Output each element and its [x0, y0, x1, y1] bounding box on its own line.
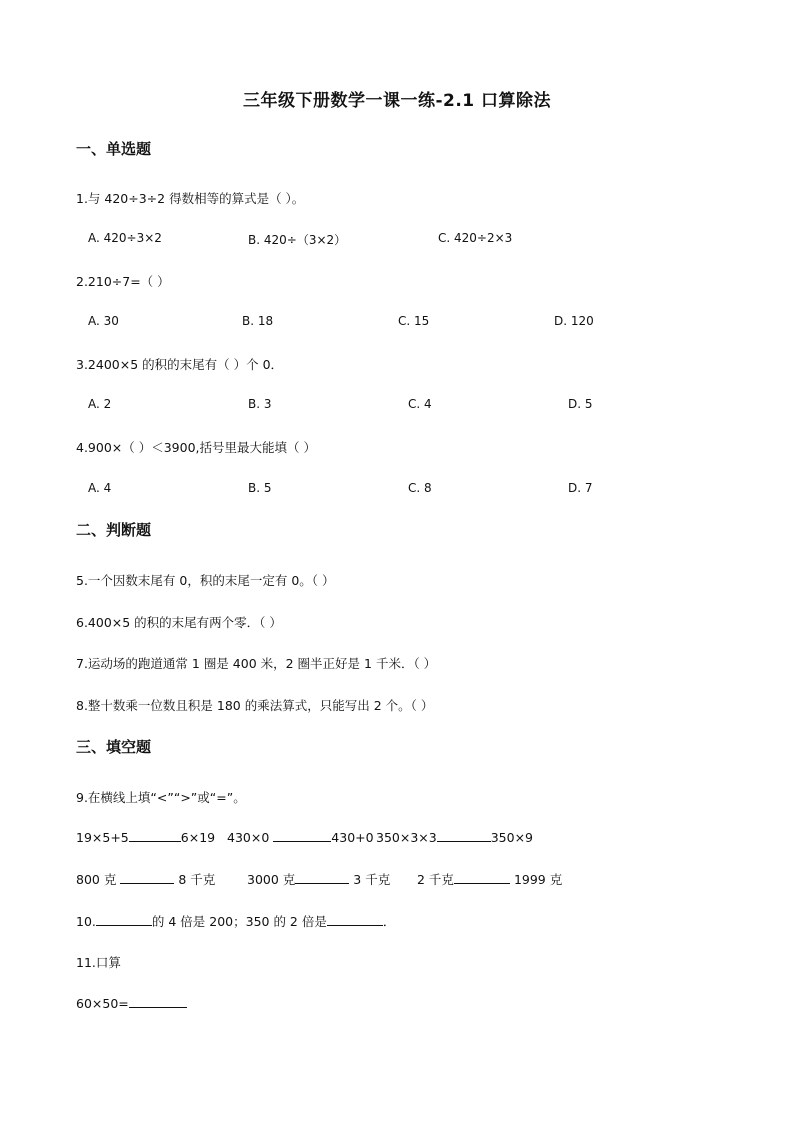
question-10: [76, 912, 395, 930]
page-title: 三年级下册数学一课一练-2.1 口算除法: [242, 91, 552, 111]
q9-row1-item1: [76, 829, 215, 845]
q9-row2-item1: [76, 870, 215, 888]
q10-blank-2[interactable]: [327, 913, 383, 926]
q10-text: 的 4 倍是 200；350 的 2 倍是: [151, 914, 327, 929]
q2-option-a: A. 30: [88, 314, 119, 328]
question-1: 1.与 420÷3÷2 得数相等的算式是（ ）。: [76, 191, 305, 206]
q9-row2-item2-left: 3000 克: [247, 872, 296, 887]
q2-option-d: D. 120: [554, 314, 594, 328]
q9-row2-item3-right: 1999 克: [513, 872, 563, 887]
q9-row1-item1-left: 19×5+5: [76, 830, 129, 845]
q9-row2-item1-right: 8 千克: [178, 872, 216, 887]
question-6: 6.400×5 的积的末尾有两个零．（ ）: [76, 615, 282, 630]
q9-row2-item3-left: 2 千克: [417, 872, 454, 887]
question-9: 9.在横线上填“<”“>”或“=”。: [76, 790, 246, 805]
q11-item-1-expr: 60×50=: [76, 996, 129, 1011]
q9-row2-item1-left: 800 克: [76, 872, 117, 887]
q9-row1-item1-right: 6×19: [180, 830, 216, 845]
q9-row1-item2-right: 430+0: [331, 830, 374, 845]
q9-row2-item3-blank[interactable]: [454, 871, 510, 884]
q11-item-1-blank[interactable]: [129, 995, 187, 1008]
q3-option-d: D. 5: [568, 397, 593, 411]
q9-row1-item3-left: 350×3×3: [376, 830, 437, 845]
q3-option-b: B. 3: [248, 397, 272, 411]
q1-option-b: B. 420÷（3×2）: [248, 233, 347, 247]
question-2: 2.210÷7=（ ）: [76, 274, 170, 289]
q11-item-1: [76, 995, 187, 1011]
q1-option-a: A. 420÷3×2: [88, 231, 162, 245]
q2-option-c: C. 15: [398, 314, 430, 328]
q2-option-b: B. 18: [242, 314, 274, 328]
q9-row1-item3: [376, 829, 533, 845]
q10-blank-1[interactable]: [96, 913, 152, 926]
q3-option-c: C. 4: [408, 397, 432, 411]
q4-option-b: B. 5: [248, 481, 272, 495]
q9-row1-item3-blank[interactable]: [437, 829, 491, 842]
question-7: 7.运动场的跑道通常 1 圈是 400 米，2 圈半正好是 1 千米．（ ）: [76, 656, 437, 671]
q1-option-c: C. 420÷2×3: [438, 231, 513, 245]
section-heading-true-false: 二、判断题: [76, 521, 152, 539]
q10-end: ．: [382, 914, 396, 929]
q9-row2-item2-right: 3 千克: [353, 872, 391, 887]
q4-option-d: D. 7: [568, 481, 593, 495]
section-heading-fill-in: 三、填空题: [76, 738, 152, 756]
q10-number: 10.: [76, 914, 96, 929]
q9-row1-item2: [227, 829, 374, 845]
question-8: 8.整十数乘一位数且积是 180 的乘法算式，只能写出 2 个。（ ）: [76, 698, 434, 713]
question-4: 4.900×（ ）＜3900,括号里最大能填（ ）: [76, 440, 316, 455]
q9-row2-item1-blank[interactable]: [120, 871, 174, 884]
question-11: 11.口算: [76, 955, 121, 970]
q9-row2-item2-blank[interactable]: [295, 871, 349, 884]
q4-option-a: A. 4: [88, 481, 112, 495]
q9-row1-item2-blank[interactable]: [273, 829, 331, 842]
q9-row1-item2-left: 430×0: [227, 830, 270, 845]
q9-row2-item3: [417, 870, 562, 888]
section-heading-single-choice: 一、单选题: [76, 140, 152, 158]
q4-option-c: C. 8: [408, 481, 432, 495]
q9-row1-item3-right: 350×9: [490, 830, 534, 845]
question-5: 5.一个因数末尾有 0，积的末尾一定有 0。（ ）: [76, 573, 335, 588]
question-3: 3.2400×5 的积的末尾有（ ）个 0．: [76, 357, 284, 372]
q9-row2-item2: [247, 870, 390, 888]
q9-row1-item1-blank[interactable]: [129, 829, 181, 842]
q3-option-a: A. 2: [88, 397, 112, 411]
